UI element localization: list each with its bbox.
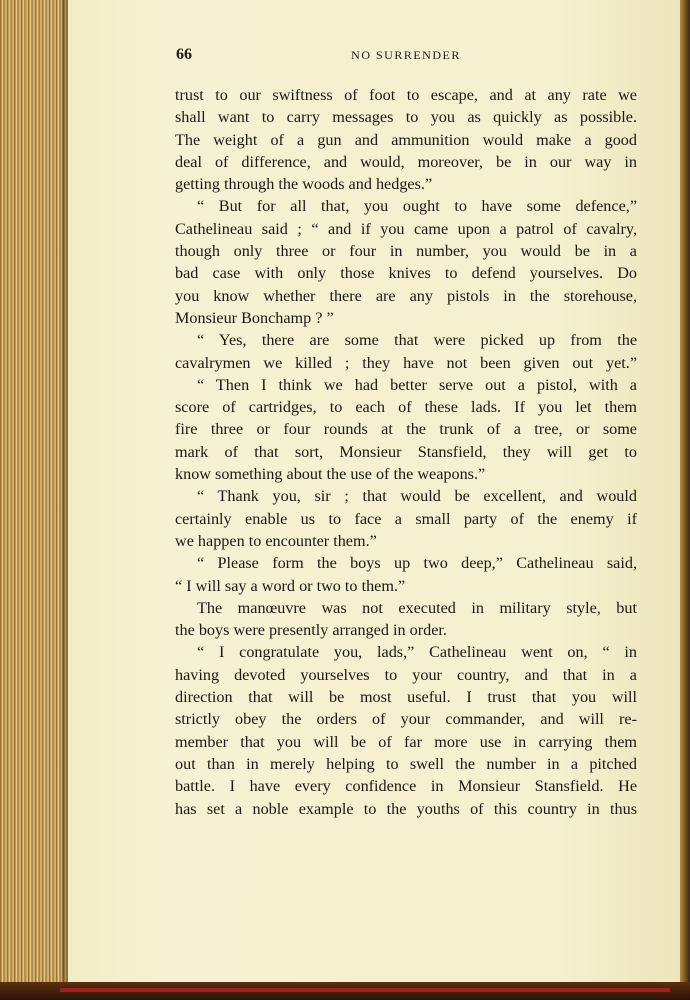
text-line: though only three or four in number, you would be in a [175,242,637,261]
text-line: “ I will say a word or two to them.” [175,576,406,595]
text-line: bad case with only those knives to defend yourselves. Do [175,264,637,283]
page-edges [0,0,70,990]
text-line: score of cartridges, to each of these lads. If you let them [175,398,637,417]
text-line: trust to our swiftness of foot to escape, and at any rate we [175,86,637,104]
text-line: Cathelineau said ; “ and if you came upon a patrol of cavalry, [175,219,637,238]
text-line: “ I congratulate you, lads,” Cathelineau went on, “ in [197,643,637,662]
right-binding [680,0,690,990]
text-line: “ Yes, there are some that were picked up from the [197,331,637,350]
book-bottom-edge [0,982,690,1000]
text-line: having devoted yourselves to your country, and that in a [175,665,637,684]
body-text [175,84,637,820]
text-line: battle. I have every confidence in Monsieur Stansfield. He [175,777,637,796]
text-line: we happen to encounter them.” [175,531,377,550]
text-line: direction that will be most useful. I trust that you will [175,688,637,707]
text-line: “ But for all that, you ought to have some defence,” [197,197,637,216]
text-line: “ Then I think we had better serve out a pistol, with a [197,375,637,394]
text-line: deal of difference, and would, moreover, be in our way in [175,152,637,171]
text-line: cavalrymen we killed ; they have not been given out yet.” [175,353,637,372]
text-line: member that you will be of far more use in carrying them [175,732,637,751]
text-line: getting through the woods and hedges.” [175,175,433,194]
text-line: out than in merely helping to swell the number in a pitched [175,754,637,773]
text-line: fire three or four rounds at the trunk of a tree, or some [175,420,637,439]
text-line: has set a noble example to the youths of this country in thus [175,799,637,818]
text-line: you know whether there are any pistols in the storehouse, [175,286,637,305]
text-line: shall want to carry messages to you as quickly as possible. [175,108,637,127]
running-title: NO SURRENDER [351,48,461,62]
text-line: “ Thank you, sir ; that would be excellent, and would [197,487,637,506]
text-line: know something about the use of the weapons.” [175,465,486,484]
text-line: certainly enable us to face a small party of the enemy if [175,509,637,528]
text-line: “ Please form the boys up two deep,” Cathelineau said, [197,554,637,573]
text-line: strictly obey the orders of your commander, and will re- [175,710,637,729]
text-line: Monsieur Bonchamp ? ” [175,308,334,327]
text-line: The weight of a gun and ammunition would make a good [175,130,637,149]
text-line: mark of that sort, Monsieur Stansfield, they will get to [175,442,637,461]
text-line: The manœuvre was not executed in military style, but [197,598,637,617]
page-header [176,46,636,68]
page-number: 66 [176,46,192,63]
text-line: the boys were presently arranged in order. [175,621,447,640]
